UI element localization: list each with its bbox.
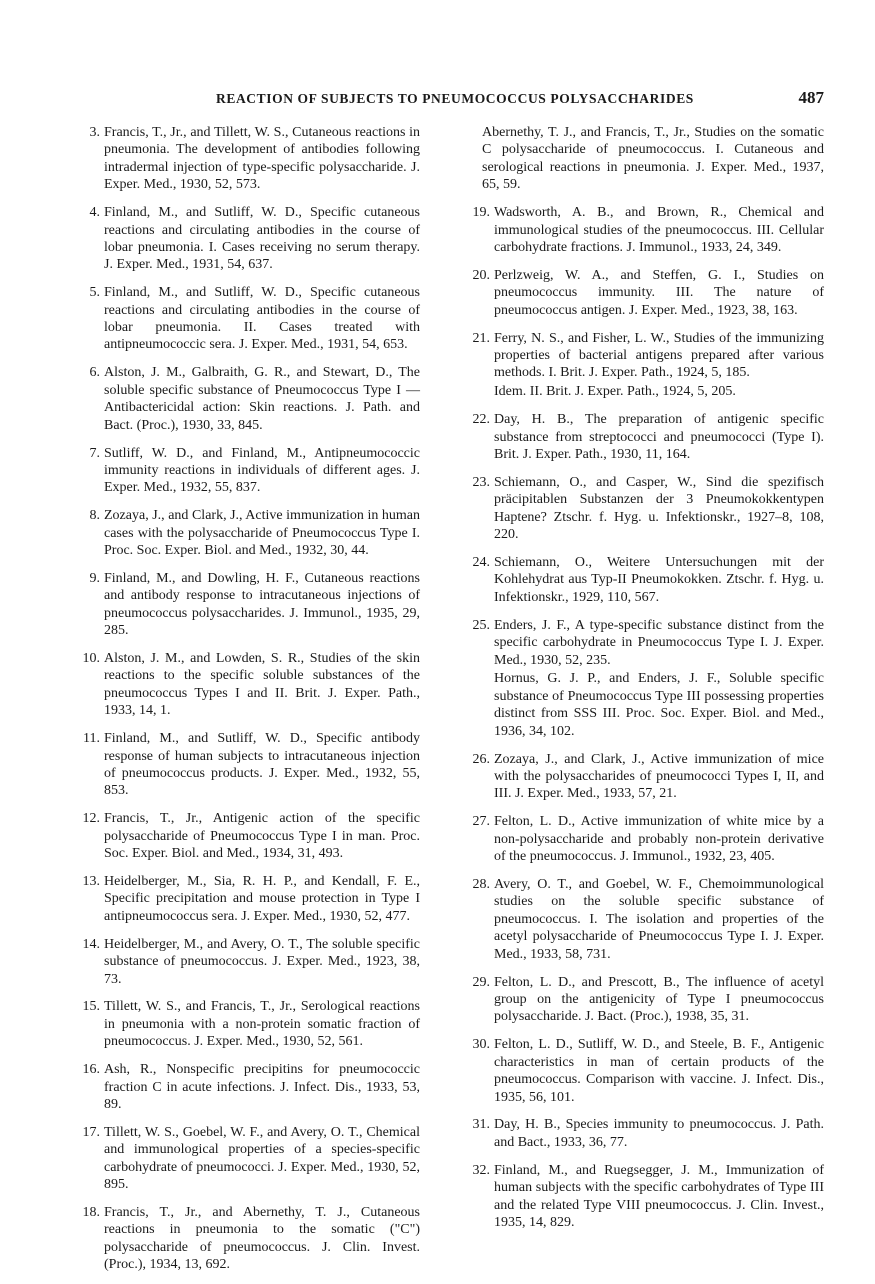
reference-item bbox=[80, 445, 420, 497]
reference-item bbox=[470, 411, 824, 463]
reference-item bbox=[470, 330, 824, 382]
reference-item bbox=[470, 751, 824, 803]
reference-item bbox=[470, 876, 824, 963]
reference-item bbox=[470, 204, 824, 256]
reference-text: Alston, J. M., and Lowden, S. R., Studies of the skin reactions to the specific soluble substances of the pneumococcus Types I and II. Brit. J. Exper. Path., 1933, 14, 1. bbox=[104, 651, 420, 719]
reference-item bbox=[470, 267, 824, 319]
reference-item bbox=[80, 650, 420, 720]
reference-item bbox=[80, 507, 420, 559]
reference-text: Heidelberger, M., and Avery, O. T., The soluble specific substance of pneumococcus. J. Exper. Med., 1923, 38, 73. bbox=[104, 936, 420, 987]
reference-number: 19. bbox=[472, 205, 490, 221]
reference-number: 6. bbox=[89, 365, 100, 381]
reference-text: Day, H. B., The preparation of antigenic specific substance from streptococci and pneumococci (Type I). Brit. J. Exper. Path., 1930, 11, 164. bbox=[494, 412, 824, 462]
reference-text: Avery, O. T., and Goebel, W. F., Chemoimmunological studies on the soluble specific substance of pneumococcus. I. The isolation and properties of the acetyl polysaccharide of Pneumococcus Type I. J. Exper. Med., 1933, 58, 731. bbox=[494, 877, 824, 962]
reference-item bbox=[470, 1162, 824, 1232]
reference-number: 21. bbox=[472, 330, 490, 346]
reference-text: Felton, L. D., Sutliff, W. D., and Steele, B. F., Antigenic characteristics in man of certain products of the pneumococcus. Comparison with vaccine. J. Infect. Dis., 1935, 56, 101. bbox=[494, 1037, 824, 1105]
page-number: 487 bbox=[798, 88, 824, 107]
reference-item bbox=[80, 570, 420, 640]
reference-continuation: Abernethy, T. J., and Francis, T., Jr., Studies on the somatic C polysaccharide of pneumococcus. I. Cutaneous and serological reactions in pneumonia. J. Exper. Med., 1937, 65, 59. bbox=[482, 125, 824, 193]
reference-item bbox=[80, 936, 420, 988]
reference-number: 11. bbox=[83, 731, 100, 747]
reference-item bbox=[470, 1116, 824, 1151]
reference-number: 12. bbox=[82, 811, 100, 827]
reference-number: 28. bbox=[472, 877, 490, 893]
reference-text: Enders, J. F., A type-specific substance distinct from the specific carbohydrate in Pneumococcus Type I. J. Exper. Med., 1930, 52, 235. bbox=[494, 617, 824, 668]
reference-item bbox=[80, 364, 420, 434]
reference-item bbox=[80, 730, 420, 800]
reference-subentry: Idem. II. Brit. J. Exper. Path., 1924, 5, 205. bbox=[494, 384, 736, 400]
reference-text: Ash, R., Nonspecific precipitins for pneumococcic fraction C in acute infections. J. Infect. Dis., 1933, 53, 89. bbox=[104, 1062, 420, 1112]
reference-item bbox=[80, 124, 420, 194]
reference-text: Tillett, W. S., Goebel, W. F., and Avery, O. T., Chemical and immunological properties of a species-specific carbohydrate of pneumococci. J. Exper. Med., 1930, 52, 895. bbox=[104, 1124, 420, 1193]
reference-number: 31. bbox=[472, 1117, 490, 1133]
reference-number: 4. bbox=[89, 205, 100, 221]
reference-subentry: Hornus, G. J. P., and Enders, J. F., Soluble specific substance of Pneumococcus Type III possessing properties distinct from SSS III. Proc. Soc. Exper. Biol. and Med., 1936, 34, 102. bbox=[494, 671, 824, 739]
reference-number: 23. bbox=[472, 474, 490, 490]
reference-number: 16. bbox=[82, 1062, 100, 1078]
reference-item bbox=[80, 1124, 420, 1194]
reference-text: Francis, T., Jr., and Tillett, W. S., Cutaneous reactions in pneumonia. The development of antibodies following intradermal injection of type-specific polysaccharide. J. Exper. Med., 1930, 52, 573. bbox=[104, 125, 420, 193]
reference-number: 30. bbox=[472, 1037, 490, 1053]
reference-item bbox=[80, 998, 420, 1050]
reference-number: 14. bbox=[82, 936, 100, 952]
reference-item bbox=[470, 1036, 824, 1106]
reference-item bbox=[80, 1061, 420, 1113]
running-header bbox=[112, 88, 824, 110]
reference-text: Finland, M., and Sutliff, W. D., Specific antibody response of human subjects to intracutaneous injection of pneumococcus products. J. Exper. Med., 1932, 55, 853. bbox=[104, 731, 420, 799]
reference-text: Finland, M., and Ruegsegger, J. M., Immunization of human subjects with the specific carbohydrates of Type III and the related Type VIII pneumococcus. J. Clin. Invest., 1935, 14, 829. bbox=[494, 1162, 824, 1230]
reference-item bbox=[470, 617, 824, 669]
reference-text: Day, H. B., Species immunity to pneumococcus. J. Path. and Bact., 1933, 36, 77. bbox=[494, 1117, 824, 1150]
reference-item bbox=[80, 873, 420, 925]
reference-text: Finland, M., and Sutliff, W. D., Specific cutaneous reactions and circulating antibodies in the course of lobar pneumonia. I. Cases receiving no serum therapy. J. Exper. Med., 1931, 54, 637. bbox=[104, 205, 420, 273]
reference-number: 29. bbox=[472, 974, 490, 990]
running-title: REACTION OF SUBJECTS TO PNEUMOCOCCUS POLYSACCHARIDES bbox=[216, 91, 694, 106]
reference-column-left bbox=[80, 124, 420, 1284]
reference-number: 25. bbox=[472, 617, 490, 633]
reference-text: Zozaya, J., and Clark, J., Active immunization in human cases with the polysaccharide of Pneumococcus Type I. Proc. Soc. Exper. Biol. and Med., 1932, 30, 44. bbox=[104, 508, 420, 559]
reference-text: Schiemann, O., and Casper, W., Sind die spezifisch präcipitablen Substanzen der 3 Pneumokokkentypen Haptene? Ztschr. f. Hyg. u. Infektionskr., 1927–8, 108, 220. bbox=[494, 474, 824, 543]
reference-text: Francis, T., Jr., and Abernethy, T. J., Cutaneous reactions in pneumonia to the somatic ("C") polysaccharide of pneumococcus. J. Clin. Invest. (Proc.), 1934, 13, 692. bbox=[104, 1205, 420, 1273]
reference-text: Ferry, N. S., and Fisher, L. W., Studies of the immunizing properties of bacterial antigens prepared after various methods. I. Brit. J. Exper. Path., 1924, 5, 185. bbox=[494, 330, 824, 381]
reference-number: 27. bbox=[472, 814, 490, 830]
reference-number: 17. bbox=[82, 1124, 100, 1140]
reference-column-right bbox=[470, 124, 824, 1242]
reference-number: 32. bbox=[472, 1162, 490, 1178]
reference-number: 5. bbox=[89, 285, 100, 301]
reference-number: 8. bbox=[89, 508, 100, 524]
reference-number: 24. bbox=[472, 555, 490, 571]
reference-text: Sutliff, W. D., and Finland, M., Antipneumococcic immunity reactions in individuals of different ages. J. Exper. Med., 1932, 55, 837. bbox=[104, 445, 420, 496]
reference-item bbox=[80, 284, 420, 354]
reference-number: 20. bbox=[472, 267, 490, 283]
reference-text: Francis, T., Jr., Antigenic action of the specific polysaccharide of Pneumococcus Type I in man. Proc. Soc. Exper. Biol. and Med., 1934, 31, 493. bbox=[104, 811, 420, 862]
reference-item bbox=[470, 474, 824, 544]
reference-item bbox=[80, 1204, 420, 1274]
reference-text: Felton, L. D., Active immunization of white mice by a non-polysaccharide and probably non-protein derivative of the pneumococcus. J. Immunol., 1932, 23, 405. bbox=[494, 814, 824, 865]
reference-item bbox=[80, 810, 420, 862]
reference-text: Finland, M., and Sutliff, W. D., Specific cutaneous reactions and circulating antibodies in the course of lobar pneumonia. II. Cases treated with antipneumococcic sera. J. Exper. Med., 1931, 54, 653. bbox=[104, 285, 420, 353]
reference-number: 22. bbox=[472, 412, 490, 428]
reference-text: Finland, M., and Dowling, H. F., Cutaneous reactions and antibody response to intracutaneous injections of pneumococcus polysaccharides. J. Immunol., 1935, 29, 285. bbox=[104, 570, 420, 639]
reference-number: 10. bbox=[82, 651, 100, 667]
reference-number: 15. bbox=[82, 999, 100, 1015]
reference-number: 9. bbox=[89, 570, 100, 586]
reference-text: Wadsworth, A. B., and Brown, R., Chemical and immunological studies of the pneumococcus. III. Cellular carbohydrate fractions. J. Immunol., 1933, 24, 349. bbox=[494, 205, 824, 255]
reference-text: Heidelberger, M., Sia, R. H. P., and Kendall, F. E., Specific precipitation and mouse protection in Type I antipneumococcus sera. J. Exper. Med., 1930, 52, 477. bbox=[104, 874, 420, 924]
reference-number: 18. bbox=[82, 1205, 100, 1221]
reference-text: Perlzweig, W. A., and Steffen, G. I., Studies on pneumococcus immunity. III. The nature of pneumococcus antigen. J. Exper. Med., 1923, 38, 163. bbox=[494, 267, 824, 318]
reference-text: Felton, L. D., and Prescott, B., The influence of acetyl group on the antigenicity of Type I pneumococcus polysaccharide. J. Bact. (Proc.), 1938, 35, 31. bbox=[494, 974, 824, 1025]
reference-text: Alston, J. M., Galbraith, G. R., and Stewart, D., The soluble specific substance of Pneumococcus Type I —Antibactericidal action: Skin reactions. J. Path. and Bact. (Proc.), 1930, 33, 845. bbox=[104, 365, 420, 433]
reference-item bbox=[470, 554, 824, 606]
reference-text: Schiemann, O., Weitere Untersuchungen mit der Kohlehydrat aus Typ-II Pneumokokken. Ztschr. f. Hyg. u. Infektionskr., 1929, 110, 567. bbox=[494, 555, 824, 605]
reference-number: 13. bbox=[82, 874, 100, 890]
reference-item bbox=[80, 204, 420, 274]
reference-text: Zozaya, J., and Clark, J., Active immunization of mice with the polysaccharides of pneumococci Types I, II, and III. J. Exper. Med., 1933, 57, 21. bbox=[494, 751, 824, 802]
reference-number: 3. bbox=[89, 125, 100, 140]
reference-number: 7. bbox=[89, 445, 100, 461]
reference-number: 26. bbox=[472, 751, 490, 767]
reference-item bbox=[470, 813, 824, 865]
reference-item bbox=[470, 974, 824, 1026]
reference-text: Tillett, W. S., and Francis, T., Jr., Serological reactions in pneumonia with a non-protein somatic fraction of pneumococcus. J. Exper. Med., 1930, 52, 561. bbox=[104, 999, 420, 1050]
